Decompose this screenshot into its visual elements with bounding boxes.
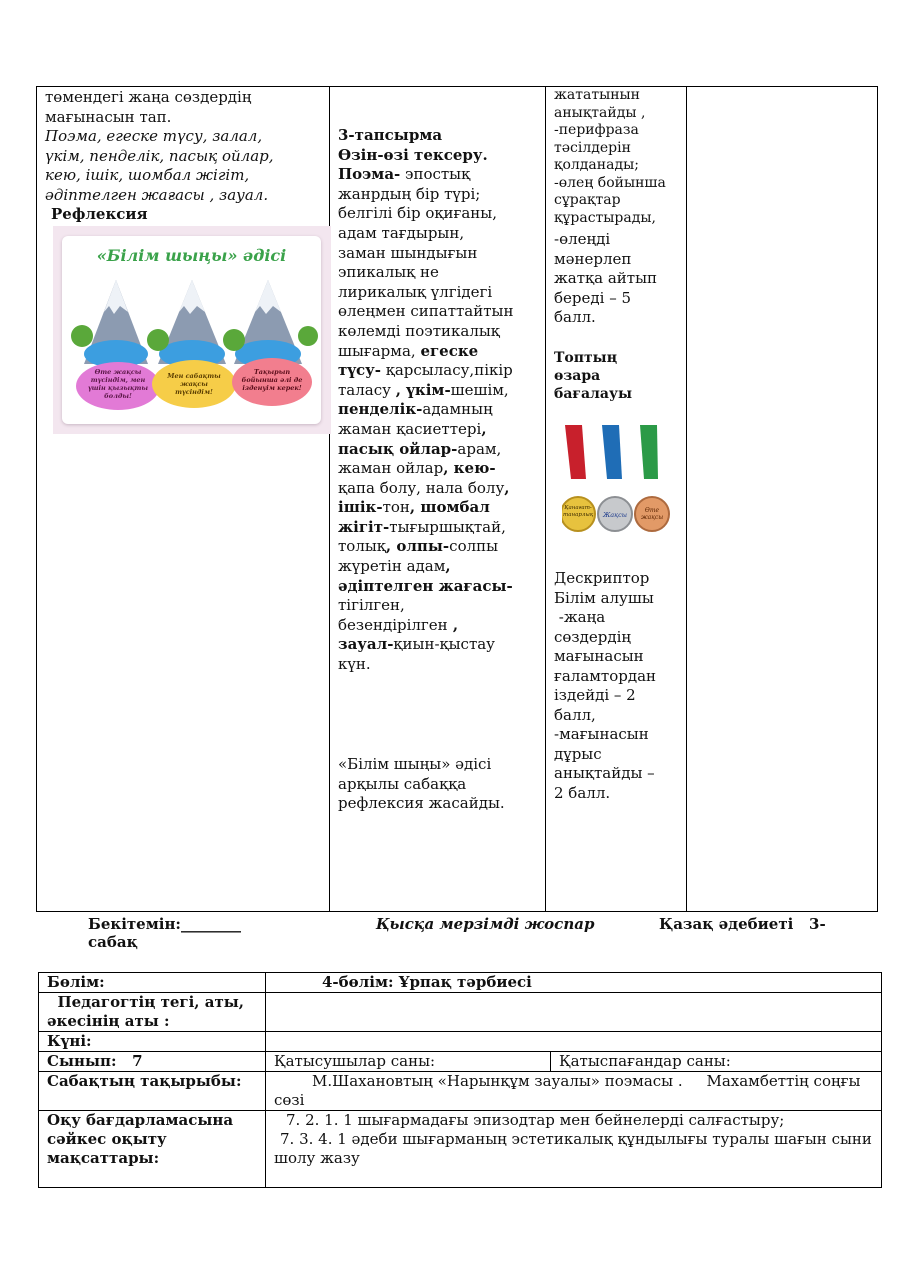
term: , кею- (443, 459, 496, 478)
term: , (481, 419, 487, 438)
criteria-line: береді – 5 (554, 288, 631, 307)
term: егеске (420, 341, 479, 360)
descriptor-line: -жаңа (554, 608, 606, 626)
term: , (447, 615, 459, 634)
definition-text: безендірілген (338, 615, 448, 634)
criteria-top (554, 87, 666, 227)
definition-line (338, 381, 543, 401)
definition-line (338, 577, 543, 597)
definition-line (338, 537, 543, 557)
definition-line (338, 420, 543, 440)
reflection-line: рефлексия жасайды. (338, 794, 505, 813)
definition-line (338, 263, 543, 283)
term: жігіт- (338, 517, 390, 536)
subject-title: Қазақ әдебиеті 3- (659, 915, 826, 933)
reflection-line: «Білім шыңы» әдісі (338, 755, 492, 773)
tree-icon (298, 326, 318, 346)
definition-text: шығарма, (338, 341, 421, 360)
col-divider (545, 87, 546, 911)
definition-text: көлемді поэтикалық (338, 321, 500, 340)
definition-text: адамның (422, 400, 493, 419)
descriptor-line: 2 балл. (554, 783, 611, 802)
definition-line (338, 655, 543, 675)
word-list (45, 127, 329, 205)
definition-line (338, 322, 543, 342)
lesson-plan-table (38, 972, 882, 1188)
section-value: 4-бөлім: Ұрпақ тәрбиесі (266, 973, 882, 993)
cloud1-text: Өте жақсы түсіндім, мен үшін қызықты болды! (87, 368, 149, 400)
section-key: Бөлім: (39, 973, 266, 993)
definition-text: толық (338, 537, 386, 556)
term: , (445, 557, 451, 576)
definition-line (338, 224, 543, 244)
topic-key: Сабақтың тақырыбы: (39, 1072, 266, 1111)
definition-line (338, 283, 543, 303)
col-divider (329, 87, 330, 911)
cloud2-text: Мен сабақты жақсы түсіндім! (167, 372, 221, 396)
criteria-line: балл. (554, 308, 596, 326)
group-eval-line: Топтың (554, 350, 618, 366)
descriptor-line: іздейді – 2 (554, 686, 636, 704)
criteria-line: қолданады; (554, 157, 639, 173)
descriptor-line: мағынасын (554, 647, 644, 665)
tree-icon (147, 329, 169, 351)
medals-illustration (562, 425, 672, 549)
definition-text: тығыршықтай, (389, 517, 506, 536)
descriptor (554, 569, 656, 803)
definition-text: жанрдың бір түрі; (338, 184, 481, 203)
definition-line (338, 498, 543, 518)
definition-text: эпикалық не (338, 263, 439, 282)
definition-line (338, 557, 543, 577)
descriptor-line: Дескриптор (554, 569, 650, 587)
definition-line (338, 518, 543, 538)
term: , үкім- (395, 380, 451, 399)
group-eval-line: өзара (554, 368, 601, 384)
criteria-line: тәсілдерін (554, 139, 631, 156)
term: , шомбал (409, 498, 490, 517)
tree-icon (223, 329, 245, 351)
table-row (39, 1032, 882, 1052)
definition-text: лирикалық үлгідегі (338, 282, 493, 301)
term: ішік- (338, 498, 383, 517)
table-row (39, 1072, 882, 1111)
term: , (504, 478, 510, 497)
tree-icon (71, 325, 93, 347)
task-title: 3-тапсырма (338, 126, 443, 144)
plan-title: Қысқа мерзімді жоспар (376, 915, 595, 933)
definition-text: қапа болу, нала болу (338, 478, 505, 497)
table-row (39, 1052, 882, 1072)
self-check-title: Өзін-өзі тексеру. (338, 145, 488, 164)
reflection-label: Рефлексия (51, 205, 148, 223)
definition-line (338, 596, 543, 616)
definition-line (338, 302, 543, 322)
definition-line (338, 635, 543, 655)
goals-key: Оқу бағдарламасына сәйкес оқыту мақсаттары: (39, 1111, 266, 1188)
descriptor-line: Білім алушы (554, 588, 654, 607)
descriptor-line: дұрыс (554, 744, 602, 763)
descriptor-line: ғаламтордан (554, 666, 657, 685)
bilim-title: «Білім шыңы» әдісі (96, 246, 287, 265)
table-row (39, 1111, 882, 1188)
term: Поэма- (338, 165, 401, 184)
definition-text: жаман ойлар (338, 459, 444, 478)
teacher-key: Педагогтің тегі, аты, әкесінің аты : (39, 993, 266, 1032)
term: түсу- (338, 361, 381, 380)
definition-text: белгілі бір оқиғаны, (338, 204, 498, 223)
col-self-check (338, 87, 543, 911)
definition-text: күн. (338, 655, 371, 674)
task-line: төмендегі жаңа сөздердің (45, 88, 252, 106)
reflection-line: арқылы сабаққа (338, 774, 467, 793)
definition-line (338, 400, 543, 420)
participants-label: Қатысушылар саны: (266, 1052, 551, 1072)
bilim-shyny-picture (53, 226, 331, 434)
criteria-line: мәнерлеп (554, 249, 632, 268)
approve-label: Бекітемін:________ (88, 915, 241, 933)
task-line-text: мағынасын тап. (45, 107, 172, 126)
goal-line: 7. 2. 1. 1 шығармадағы эпизодтар мен бейнелерді салғастыру; (286, 1111, 785, 1129)
col-tasks (45, 87, 329, 911)
term: зауал- (338, 635, 394, 654)
definition-line (338, 244, 543, 264)
date-key: Күні: (39, 1032, 266, 1052)
definition-line (338, 342, 543, 362)
col-assessment (554, 87, 699, 911)
top-table (36, 86, 878, 912)
definition-text: солпы (449, 537, 499, 556)
criteria-line: анықтайды , (554, 104, 646, 121)
term: пенделік- (338, 400, 423, 419)
table-row (39, 993, 882, 1032)
definition-text: өлеңмен сипаттайтын (338, 302, 514, 321)
mountain-icon (84, 280, 148, 368)
date-value (266, 1032, 882, 1052)
definition-text: тон (382, 498, 410, 517)
medal-label: Жақсы (602, 511, 628, 519)
definition-line (338, 165, 543, 185)
ribbon-blue (602, 425, 622, 479)
cloud3-text: Тақырып бойынша әлі де ізденуім керек! (241, 368, 303, 392)
definition-line (338, 459, 543, 479)
absent-label: Қатыспағандар саны: (551, 1052, 882, 1072)
medal-label: Қанағат-танарлық (563, 505, 594, 518)
goal-line: 7. 3. 4. 1 әдеби шығарманың эстетикалық құндылығы туралы шағын сыни шолу жазу (274, 1130, 872, 1167)
reflection-note (338, 755, 505, 814)
definition-text: арам, (457, 439, 502, 458)
descriptor-line: анықтайды – (554, 764, 655, 782)
group-eval-line: бағалауы (554, 386, 632, 402)
criteria-line: жатқа айтып (554, 269, 658, 287)
criteria-line: жататынын (554, 87, 641, 103)
definition-line (338, 616, 543, 636)
criteria-line: сұрақтар (554, 192, 621, 208)
bilim-card (62, 236, 321, 424)
term: әдіптелген жағасы- (338, 576, 513, 595)
term: , олпы- (385, 537, 450, 556)
term: пасық ойлар- (338, 439, 458, 458)
task-line (45, 108, 329, 128)
mountain-icon (234, 280, 302, 368)
ribbon-green (640, 425, 658, 479)
class-key: Сынып: 7 (39, 1052, 266, 1072)
criteria-mid (554, 230, 657, 328)
teacher-value (266, 993, 882, 1032)
word-line: әдіптелген жағасы , зауал. (45, 185, 269, 204)
criteria-line: құрастырады, (554, 209, 656, 226)
medal-label: Өте жақсы (640, 507, 664, 521)
criteria-line: -өлеңді (554, 230, 611, 248)
ribbon-red (565, 425, 586, 479)
criteria-line: -өлең бойынша (554, 174, 666, 191)
definition-line (338, 440, 543, 460)
lesson-label: сабақ (88, 933, 138, 951)
definition-text: шешім, (450, 380, 509, 399)
definition-text: таласу (338, 380, 396, 399)
topic-value: М.Шахановтың «Нарынқұм зауалы» поэмасы . Махамбеттің соңғы сөзі (266, 1072, 882, 1111)
definition-line (338, 479, 543, 499)
definition-line (338, 204, 543, 224)
table-row (39, 973, 882, 993)
definition-line (338, 185, 543, 205)
definition-text: жаман қасиеттері (338, 419, 482, 438)
mountain-icon (158, 280, 226, 368)
descriptor-line: -мағынасын (554, 725, 649, 743)
definition-text: заман шындығын (338, 243, 478, 262)
criteria-line: -перифраза (554, 122, 639, 138)
definition-line (338, 361, 543, 381)
definition-text: қарсыласу,пікір (380, 361, 513, 380)
definition-text: адам тағдырын, (338, 223, 465, 242)
definition-text: тігілген, (338, 596, 405, 615)
word-line: Поэма, егеске түсу, залал, (45, 127, 263, 145)
word-line: үкім, пенделік, пасық ойлар, (45, 146, 274, 165)
word-line: кею, ішік, шомбал жігіт, (45, 166, 250, 184)
descriptor-line: балл, (554, 705, 596, 724)
definition-text: жүретін адам (338, 557, 446, 576)
definitions (338, 165, 543, 674)
medals (562, 425, 672, 549)
definition-text: эпостық (400, 165, 471, 184)
definition-text: қиын-қыстау (393, 635, 496, 654)
goals-value (266, 1111, 882, 1188)
group-eval (554, 349, 632, 403)
descriptor-line: сөздердің (554, 627, 631, 646)
